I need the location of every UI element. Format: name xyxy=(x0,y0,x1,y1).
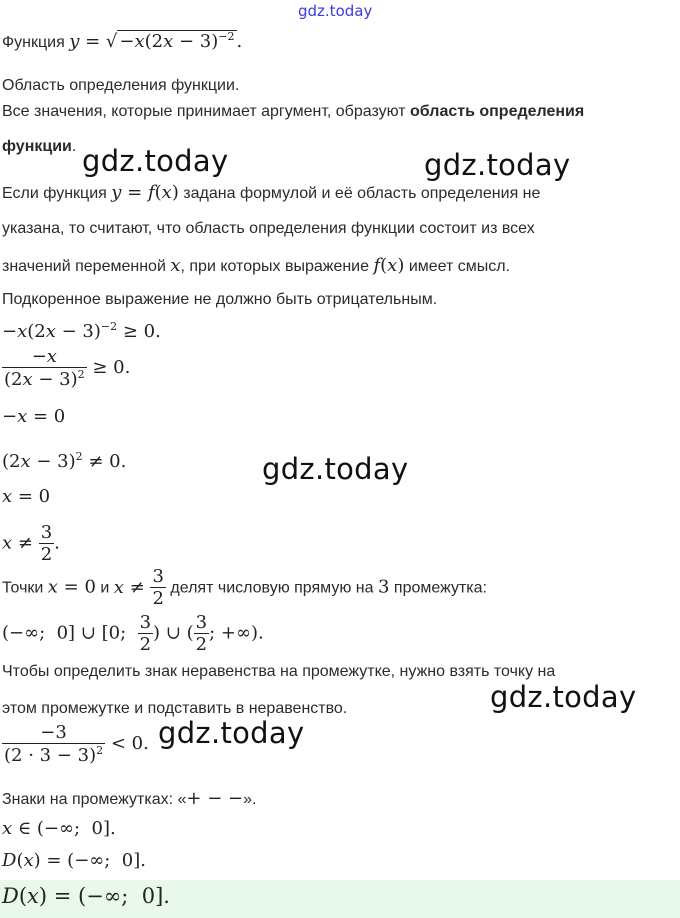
test-point-inequality: $\frac{-3}{(2 \cdot 3 - 3)^2}$ < 0. xyxy=(4,722,149,766)
function-formula: y = √ $-x(2x - 3)^{-2}$ . xyxy=(69,30,243,52)
watermark: gdz.today xyxy=(424,148,571,182)
domain-result: D(x) = (−∞; 0]. xyxy=(2,850,146,871)
watermark: gdz.today xyxy=(262,452,409,486)
inequality-2: $\frac{-x}{(2x - 3)^2}$ ≥ 0. xyxy=(4,346,131,390)
signs-on-intervals: Знаки на промежутках: «+ − −». xyxy=(2,788,257,809)
if-function-line-1: Если функция y = f(x) задана формулой и её область определения не xyxy=(2,182,541,203)
watermark: gdz.today xyxy=(490,680,637,714)
equation-numerator: −x = 0 xyxy=(2,406,66,427)
definition-line-2: функции. xyxy=(2,138,77,155)
answer: D(x) = (−∞; 0]. xyxy=(2,884,170,908)
intervals: (−∞; 0] ∪ [0; $\frac{3}{2}$ ) ∪ ( $\frac{3}{2}$ ; +∞). xyxy=(2,612,264,655)
root-x-zero: x = 0 xyxy=(2,486,51,507)
radicand-rule: Подкоренное выражение не должно быть отрицательным. xyxy=(2,291,438,308)
watermark-top: gdz.today xyxy=(298,2,373,20)
watermark: gdz.today xyxy=(82,144,229,178)
if-function-line-2: указана, то считают, что область определения функции состоит из всех xyxy=(2,220,535,237)
excluded-point: x ≠ $\frac{3}{2}$ . xyxy=(2,522,60,565)
solution-set: x ∈ (−∞; 0]. xyxy=(2,818,116,839)
if-function-line-3: значений переменной x, при которых выражение f(x) имеет смысл. xyxy=(2,255,511,276)
definition-line-1: Все значения, которые принимает аргумент, образуют область определения xyxy=(2,103,585,120)
sign-method-line-2: этом промежутке и подставить в неравенство. xyxy=(2,700,348,717)
function-statement xyxy=(2,30,242,52)
inequality-1: $-x(2x - 3)^{-2} \ge 0$. xyxy=(2,320,161,342)
domain-heading: Область определения функции. xyxy=(2,77,240,94)
function-label: Функция xyxy=(2,34,65,51)
watermark: gdz.today xyxy=(158,716,305,750)
denominator-condition: $(2x - 3)^2 \ne 0$. xyxy=(2,450,127,472)
sign-method-line-1: Чтобы определить знак неравенства на промежутке, нужно взять точку на xyxy=(2,663,556,680)
points-divide-line: Точки x = 0 и x ≠ $\frac{3}{2}$ делят числовую прямую на 3 промежутка: xyxy=(2,566,487,609)
